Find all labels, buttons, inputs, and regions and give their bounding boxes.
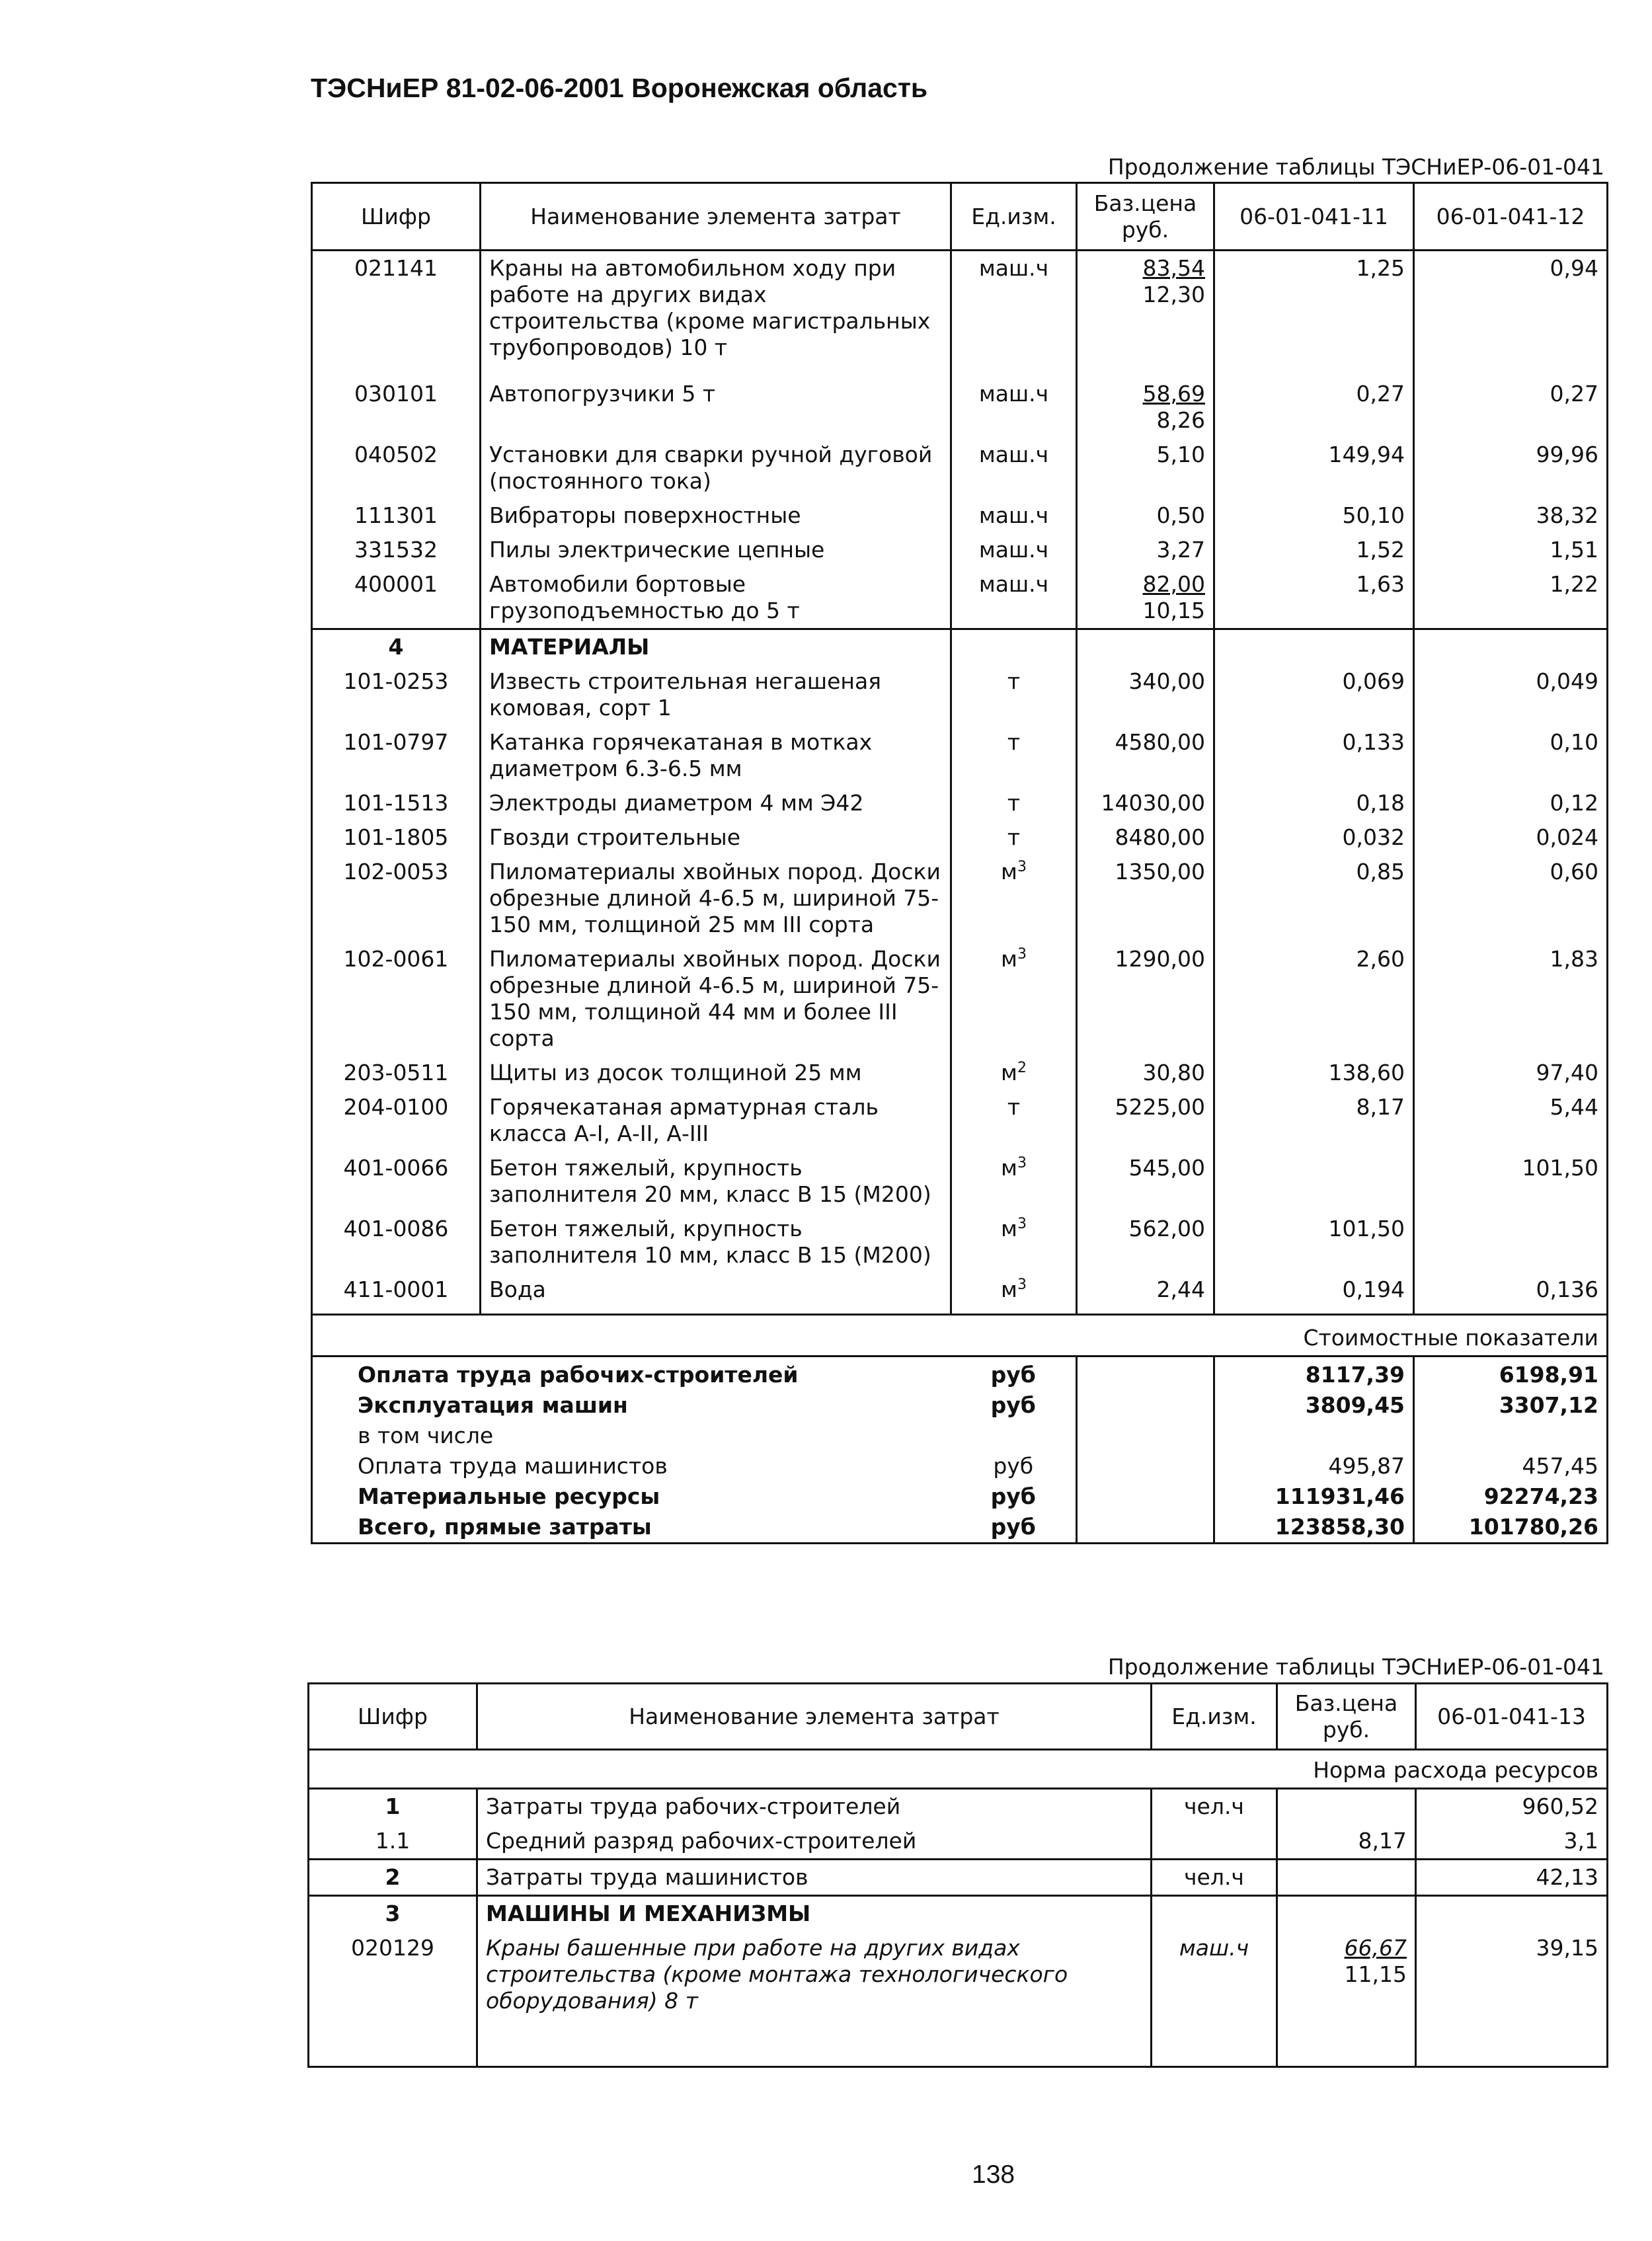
row-value-11: 0,18 [1214, 786, 1414, 820]
row-name: Гвозди строительные [481, 820, 951, 855]
row-code: 102-0053 [312, 855, 481, 942]
row-code: 401-0086 [312, 1212, 481, 1273]
row-value-12: 0,10 [1414, 725, 1608, 786]
row-name: Пилы электрические цепные [481, 533, 951, 567]
row-value-11: 1,52 [1214, 533, 1414, 567]
row-value-11: 0,032 [1214, 820, 1414, 855]
table-row [312, 1212, 1608, 1273]
cost-value-12: 101780,26 [1414, 1512, 1608, 1544]
section-title: МАТЕРИАЛЫ [481, 629, 951, 665]
table-row [312, 820, 1608, 855]
row-name: Бетон тяжелый, крупность заполнителя 20 мм, класс В 15 (М200) [481, 1151, 951, 1212]
row-value-12: 0,94 [1414, 251, 1608, 377]
cost-row [312, 1421, 1608, 1451]
row-unit: маш.ч [951, 567, 1077, 629]
table-row [312, 377, 1608, 438]
row-unit: $м^3$ [951, 1273, 1077, 1315]
row-value-12: 0,12 [1414, 786, 1608, 820]
row-value-12: 99,96 [1414, 438, 1608, 498]
table-row [309, 1860, 1608, 1896]
page-number: 138 [972, 2160, 1015, 2189]
table-row [312, 855, 1608, 942]
cost-value-11: 8117,39 [1214, 1356, 1414, 1391]
table-row [312, 786, 1608, 820]
price-wage-value: 10,15 [1142, 598, 1205, 623]
row-price [1077, 251, 1214, 377]
cost-name: Всего, прямые затраты [312, 1512, 951, 1544]
row-name: Средний разряд рабочих-строителей [477, 1824, 1152, 1860]
row-value-12: 101,50 [1414, 1151, 1608, 1212]
row-value-12: 1,22 [1414, 567, 1608, 629]
table-row [312, 567, 1608, 629]
row-unit: $м^2$ [951, 1056, 1077, 1090]
col-header-unit: Ед.изм. [951, 183, 1077, 251]
row-name: Известь строительная негашеная комовая, сорт 1 [481, 664, 951, 725]
row-price: 5225,00 [1077, 1090, 1214, 1151]
row-value-11: 101,50 [1214, 1212, 1414, 1273]
row-value-12: 97,40 [1414, 1056, 1608, 1090]
cost-name: Эксплуатация машин [312, 1390, 951, 1421]
table-row [312, 251, 1608, 377]
row-value-12: 0,136 [1414, 1273, 1608, 1315]
row-value-11: 0,27 [1214, 377, 1414, 438]
row-unit: маш.ч [951, 533, 1077, 567]
row-name: Электроды диаметром 4 мм Э42 [481, 786, 951, 820]
row-name: Горячекатаная арматурная сталь класса А-I, А-II, А-III [481, 1090, 951, 1151]
cost-value-11: 495,87 [1214, 1451, 1414, 1481]
row-value-11: 138,60 [1214, 1056, 1414, 1090]
row-code: 111301 [312, 498, 481, 533]
row-value-12: 5,44 [1414, 1090, 1608, 1151]
row-code: 020129 [309, 1931, 477, 2018]
row-unit [1152, 1896, 1277, 1932]
row-name: Вода [481, 1273, 951, 1315]
row-value-12: 38,32 [1414, 498, 1608, 533]
row-unit [1152, 1824, 1277, 1860]
row-price: 545,00 [1077, 1151, 1214, 1212]
row-price [1077, 377, 1214, 438]
row-price: 340,00 [1077, 664, 1214, 725]
cost-unit: руб [951, 1451, 1077, 1481]
row-code: 204-0100 [312, 1090, 481, 1151]
row-unit: $м^3$ [951, 942, 1077, 1056]
section-title: МАШИНЫ И МЕХАНИЗМЫ [477, 1896, 1152, 1932]
row-code: 030101 [312, 377, 481, 438]
row-code: 021141 [312, 251, 481, 377]
row-value-12: 1,51 [1414, 533, 1608, 567]
cost-row [312, 1390, 1608, 1421]
row-value-11: 50,10 [1214, 498, 1414, 533]
row-value-11 [1214, 1151, 1414, 1212]
row-value-11: 8,17 [1214, 1090, 1414, 1151]
col-header-variant-12: 06-01-041-12 [1414, 183, 1608, 251]
row-price: 1290,00 [1077, 942, 1214, 1056]
price-value: 58,69 [1142, 381, 1205, 407]
col-header-code: Шифр [309, 1684, 477, 1750]
row-unit: чел.ч [1152, 1860, 1277, 1896]
col-header-unit: Ед.изм. [1152, 1684, 1277, 1750]
norm-header-row [309, 1750, 1608, 1789]
row-value-13: 39,15 [1416, 1931, 1608, 2018]
row-code: 411-0001 [312, 1273, 481, 1315]
row-code: 101-1513 [312, 786, 481, 820]
row-code: 101-0797 [312, 725, 481, 786]
row-code: 400001 [312, 567, 481, 629]
row-price: 14030,00 [1077, 786, 1214, 820]
row-value-11: 2,60 [1214, 942, 1414, 1056]
row-price: 30,80 [1077, 1056, 1214, 1090]
section-code: 4 [312, 629, 481, 665]
row-value-12: 0,049 [1414, 664, 1608, 725]
cost-value-12: 92274,23 [1414, 1481, 1608, 1512]
row-unit: маш.ч [1152, 1931, 1277, 2018]
row-name: Бетон тяжелый, крупность заполнителя 10 мм, класс В 15 (М200) [481, 1212, 951, 1273]
row-price: 5,10 [1077, 438, 1214, 498]
norm-header: Норма расхода ресурсов [309, 1750, 1608, 1789]
col-header-price: Баз.цена руб. [1077, 183, 1214, 251]
table-row [312, 498, 1608, 533]
section-row-machines [309, 1896, 1608, 1932]
cost-unit: руб [951, 1356, 1077, 1391]
row-value-12: 0,27 [1414, 377, 1608, 438]
row-value-12: 0,024 [1414, 820, 1608, 855]
row-price [1277, 1789, 1416, 1825]
row-name: Пиломатериалы хвойных пород. Доски обрезные длиной 4-6.5 м, шириной 75-150 мм, толщиной 25 мм III сорта [481, 855, 951, 942]
row-price [1277, 1931, 1416, 2018]
table-row [312, 1151, 1608, 1212]
row-code: 2 [309, 1860, 477, 1896]
row-price: 2,44 [1077, 1273, 1214, 1315]
row-name: Пиломатериалы хвойных пород. Доски обрезные длиной 4-6.5 м, шириной 75-150 мм, толщиной 44 мм и более III сорта [481, 942, 951, 1056]
cost-value-12 [1414, 1421, 1608, 1451]
row-unit: маш.ч [951, 498, 1077, 533]
row-name: Краны башенные при работе на других видах строительства (кроме монтажа технологического оборудования) 8 т [477, 1931, 1152, 2018]
cost-value-12: 457,45 [1414, 1451, 1608, 1481]
cost-row [312, 1356, 1608, 1391]
col-header-price: Баз.цена руб. [1277, 1684, 1416, 1750]
row-value-12: 0,60 [1414, 855, 1608, 942]
row-name: Установки для сварки ручной дуговой (постоянного тока) [481, 438, 951, 498]
table-row [312, 1273, 1608, 1315]
price-value: 66,67 [1344, 1935, 1407, 1961]
row-code: 401-0066 [312, 1151, 481, 1212]
row-code: 203-0511 [312, 1056, 481, 1090]
cost-value-11: 123858,30 [1214, 1512, 1414, 1544]
price-wage-value: 11,15 [1344, 1961, 1407, 1987]
col-header-code: Шифр [312, 183, 481, 251]
cost-value-12: 3307,12 [1414, 1390, 1608, 1421]
row-unit: маш.ч [951, 438, 1077, 498]
col-header-variant-13: 06-01-041-13 [1416, 1684, 1608, 1750]
cost-name: Оплата труда машинистов [312, 1451, 951, 1481]
table-row [309, 1824, 1608, 1860]
cost-value-12: 6198,91 [1414, 1356, 1608, 1391]
row-code: 331532 [312, 533, 481, 567]
row-unit: $м^3$ [951, 1212, 1077, 1273]
col-header-name: Наименование элемента затрат [481, 183, 951, 251]
cost-row [312, 1451, 1608, 1481]
table-row [312, 942, 1608, 1056]
row-price: 4580,00 [1077, 725, 1214, 786]
row-value-13: 42,13 [1416, 1860, 1608, 1896]
row-name: Затраты труда рабочих-строителей [477, 1789, 1152, 1825]
row-value-11: 1,25 [1214, 251, 1414, 377]
row-value-11: 149,94 [1214, 438, 1414, 498]
row-name: Катанка горячекатаная в мотках диаметром 6.3-6.5 мм [481, 725, 951, 786]
cost-row [312, 1481, 1608, 1512]
table-row [309, 1789, 1608, 1825]
row-price: 0,50 [1077, 498, 1214, 533]
row-unit: $м^3$ [951, 1151, 1077, 1212]
cost-value-11 [1214, 1421, 1414, 1451]
row-price: 8480,00 [1077, 820, 1214, 855]
row-value-13: 960,52 [1416, 1789, 1608, 1825]
table-row [312, 438, 1608, 498]
section-code: 3 [309, 1896, 477, 1932]
table-row [309, 1931, 1608, 2018]
row-value-13 [1416, 1896, 1608, 1932]
row-code: 101-1805 [312, 820, 481, 855]
row-unit: маш.ч [951, 377, 1077, 438]
table-row [312, 533, 1608, 567]
row-value-11: 0,133 [1214, 725, 1414, 786]
row-unit: чел.ч [1152, 1789, 1277, 1825]
row-price: 1350,00 [1077, 855, 1214, 942]
row-unit: т [951, 820, 1077, 855]
cost-unit [951, 1421, 1077, 1451]
row-code: 040502 [312, 438, 481, 498]
col-header-variant-11: 06-01-041-11 [1214, 183, 1414, 251]
price-wage-value: 8,26 [1156, 407, 1205, 433]
row-name: Затраты труда машинистов [477, 1860, 1152, 1896]
row-price [1277, 1896, 1416, 1932]
cost-unit: руб [951, 1390, 1077, 1421]
table-row [312, 725, 1608, 786]
table-row [312, 664, 1608, 725]
table2-continuation-caption: Продолжение таблицы ТЭСНиЕР-06-01-041 [1107, 1654, 1604, 1680]
row-value-11: 0,069 [1214, 664, 1414, 725]
table-spacer-row [309, 2018, 1608, 2067]
price-value: 82,00 [1142, 571, 1205, 597]
col-header-name: Наименование элемента затрат [477, 1684, 1152, 1750]
cost-unit: руб [951, 1512, 1077, 1544]
row-unit: т [951, 664, 1077, 725]
row-value-12: 1,83 [1414, 942, 1608, 1056]
table2 [307, 1682, 1608, 2068]
price-wage-value: 12,30 [1142, 282, 1205, 307]
cost-indicators-header-row [312, 1315, 1608, 1356]
cost-value-11: 3809,45 [1214, 1390, 1414, 1421]
table1-continuation-caption: Продолжение таблицы ТЭСНиЕР-06-01-041 [1107, 154, 1604, 180]
cost-name: в том числе [312, 1421, 951, 1451]
row-unit: т [951, 786, 1077, 820]
row-value-12 [1414, 1212, 1608, 1273]
cost-value-11: 111931,46 [1214, 1481, 1414, 1512]
row-value-11: 0,85 [1214, 855, 1414, 942]
row-price [1077, 567, 1214, 629]
row-price: 562,00 [1077, 1212, 1214, 1273]
cost-name: Оплата труда рабочих-строителей [312, 1356, 951, 1391]
cost-row [312, 1512, 1608, 1544]
row-name: Автопогрузчики 5 т [481, 377, 951, 438]
row-unit: $м^3$ [951, 855, 1077, 942]
row-value-13: 3,1 [1416, 1824, 1608, 1860]
row-name: Щиты из досок толщиной 25 мм [481, 1056, 951, 1090]
row-name: Вибраторы поверхностные [481, 498, 951, 533]
row-price [1277, 1860, 1416, 1896]
table-row [312, 1056, 1608, 1090]
row-price: 3,27 [1077, 533, 1214, 567]
cost-indicators-header: Стоимостные показатели [312, 1315, 1608, 1356]
cost-name: Материальные ресурсы [312, 1481, 951, 1512]
table1 [311, 182, 1608, 1544]
row-name: Краны на автомобильном ходу при работе на других видах строительства (кроме магистральных трубопроводов) 10 т [481, 251, 951, 377]
row-price: 8,17 [1277, 1824, 1416, 1860]
row-value-11: 1,63 [1214, 567, 1414, 629]
row-unit: т [951, 725, 1077, 786]
cost-unit: руб [951, 1481, 1077, 1512]
section-row-materials [312, 629, 1608, 665]
row-code: 101-0253 [312, 664, 481, 725]
row-code: 1 [309, 1789, 477, 1825]
price-value: 83,54 [1142, 255, 1205, 281]
row-name: Автомобили бортовые грузоподъемностью до 5 т [481, 567, 951, 629]
table-row [312, 1090, 1608, 1151]
row-value-11: 0,194 [1214, 1273, 1414, 1315]
row-unit: т [951, 1090, 1077, 1151]
row-unit: маш.ч [951, 251, 1077, 377]
row-code: 102-0061 [312, 942, 481, 1056]
document-header: ТЭСНиЕР 81-02-06-2001 Воронежская область [311, 73, 928, 103]
row-code: 1.1 [309, 1824, 477, 1860]
